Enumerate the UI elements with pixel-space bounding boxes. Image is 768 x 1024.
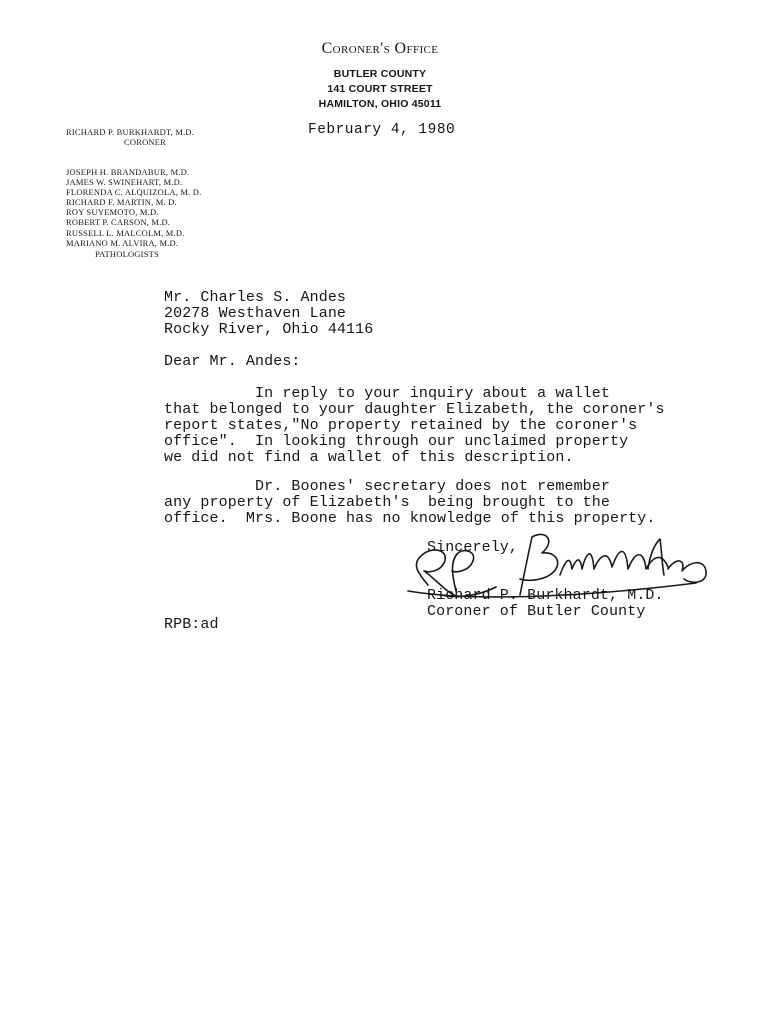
pathologist-name: JAMES W. SWINEHART, M.D. bbox=[66, 177, 183, 188]
letter-date: February 4, 1980 bbox=[308, 122, 456, 138]
pathologist-name: FLORENDA C. ALQUIZOLA, M. D. bbox=[66, 187, 202, 198]
address-county: BUTLER COUNTY bbox=[333, 68, 427, 80]
pathologist-name: RICHARD F. MARTIN, M. D. bbox=[66, 197, 177, 208]
pathologist-name: MARIANO M. ALVIRA, M.D. bbox=[66, 237, 179, 248]
body-paragraph: In reply to your inquiry about a wallet that belonged to your daughter Elizabeth, the coroner's report states,"No property retained by the coroner's office". In looking through our unclaimed property we did not find a wallet of this description. bbox=[164, 385, 665, 466]
pathologists-list bbox=[66, 167, 201, 248]
recipient-address: Mr. Charles S. Andes 20278 Westhaven Lane Rocky River, Ohio 44116 bbox=[164, 289, 374, 338]
pathologist-name: RUSSELL L. MALCOLM, M.D. bbox=[66, 227, 185, 238]
coroner-name: RICHARD P. BURKHARDT, M.D. bbox=[66, 127, 195, 137]
closing: Sincerely, bbox=[427, 539, 519, 556]
pathologist-name: ROBERT P. CARSON, M.D. bbox=[66, 217, 171, 228]
typist-initials: RPB:ad bbox=[164, 616, 219, 633]
signer-title: Coroner of Butler County bbox=[427, 603, 646, 620]
pathologist-name: JOSEPH H. BRANDABUR, M.D. bbox=[66, 167, 190, 177]
coroner-title: CORONER bbox=[124, 137, 167, 147]
address-street: 141 COURT STREET bbox=[327, 83, 433, 95]
salutation: Dear Mr. Andes: bbox=[164, 353, 301, 370]
address-city: HAMILTON, OHIO 45011 bbox=[318, 98, 442, 110]
signer-name: Richard P. Burkhardt, M.D. bbox=[427, 587, 664, 604]
office-title: Coroner's Office bbox=[321, 40, 439, 57]
pathologist-name: ROY SUYEMOTO, M.D. bbox=[66, 207, 159, 218]
pathologists-title: PATHOLOGISTS bbox=[95, 249, 159, 259]
body-paragraph: Dr. Boones' secretary does not remember any property of Elizabeth's being brought to the office. Mrs. Boone has no knowledge of this property. bbox=[164, 478, 656, 527]
